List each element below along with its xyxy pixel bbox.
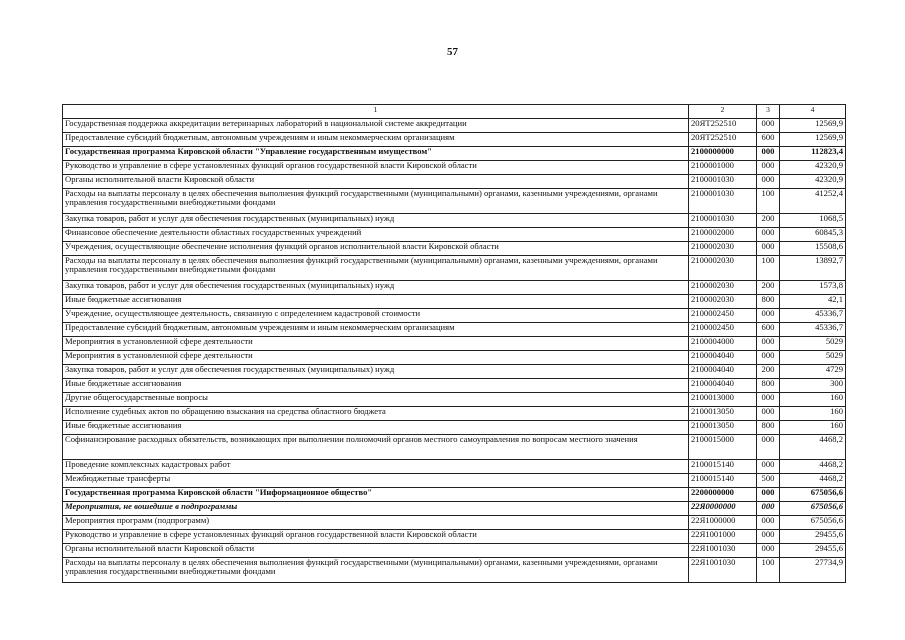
budget-table-body — [63, 105, 846, 583]
row-vr-cell: 200 — [757, 281, 780, 295]
row-code-cell: 2100002450 — [689, 309, 757, 323]
table-row — [63, 147, 846, 161]
row-vr-cell: 000 — [757, 460, 780, 474]
row-name-cell: Расходы на выплаты персоналу в целях обеспечения выполнения функций государственными (муниципальными) органами, казенными учреждениями, органами управления государственными внебюджетными фондами — [63, 558, 689, 583]
row-amount-cell: 1573,8 — [780, 281, 846, 295]
row-amount-cell: 42,1 — [780, 295, 846, 309]
row-amount-cell: 29455,6 — [780, 544, 846, 558]
page-number: 57 — [447, 46, 458, 58]
row-amount-cell: 300 — [780, 379, 846, 393]
row-code-cell: 2100000000 — [689, 147, 757, 161]
row-vr-cell: 800 — [757, 295, 780, 309]
row-amount-cell: 675056,6 — [780, 488, 846, 502]
table-row — [63, 161, 846, 175]
row-code-cell: 2100002000 — [689, 228, 757, 242]
row-name-cell: Иные бюджетные ассигнования — [63, 421, 689, 435]
row-vr-cell: 200 — [757, 365, 780, 379]
row-name-cell: Расходы на выплаты персоналу в целях обеспечения выполнения функций государственными (муниципальными) органами, казенными учреждениями, органами управления государственными внебюджетными фондами — [63, 256, 689, 281]
row-name-cell: Исполнение судебных актов по обращению взыскания на средства областного бюджета — [63, 407, 689, 421]
row-vr-cell: 000 — [757, 175, 780, 189]
row-vr-cell: 800 — [757, 421, 780, 435]
table-row — [63, 435, 846, 460]
row-vr-cell: 000 — [757, 242, 780, 256]
row-name-cell: Мероприятия в установленной сфере деятельности — [63, 351, 689, 365]
row-amount-cell: 160 — [780, 421, 846, 435]
row-code-cell: 2100015140 — [689, 460, 757, 474]
table-row — [63, 379, 846, 393]
row-name-cell: Расходы на выплаты персоналу в целях обеспечения выполнения функций государственными (муниципальными) органами, казенными учреждениями, органами управления государственными внебюджетными фондами — [63, 189, 689, 214]
row-amount-cell: 41252,4 — [780, 189, 846, 214]
row-code-cell: 2100002030 — [689, 295, 757, 309]
row-vr-cell: 000 — [757, 337, 780, 351]
row-amount-cell: 4729 — [780, 365, 846, 379]
row-vr-cell: 000 — [757, 488, 780, 502]
row-amount-cell: 45336,7 — [780, 309, 846, 323]
row-code-cell: 22Я0000000 — [689, 502, 757, 516]
row-amount-cell: 675056,6 — [780, 516, 846, 530]
row-code-cell: 22Я1000000 — [689, 516, 757, 530]
table-row — [63, 502, 846, 516]
row-code-cell: 2100002030 — [689, 256, 757, 281]
table-row — [63, 119, 846, 133]
row-code-cell: 2100013050 — [689, 407, 757, 421]
row-name-cell: Закупка товаров, работ и услуг для обеспечения государственных (муниципальных) нужд — [63, 214, 689, 228]
row-amount-cell: 160 — [780, 393, 846, 407]
row-code-cell: 2100001030 — [689, 214, 757, 228]
row-vr-cell: 000 — [757, 161, 780, 175]
table-row — [63, 393, 846, 407]
row-amount-cell: 12569,9 — [780, 133, 846, 147]
row-code-cell: 2100013000 — [689, 393, 757, 407]
table-row — [63, 407, 846, 421]
table-row — [63, 337, 846, 351]
row-vr-cell: 000 — [757, 516, 780, 530]
row-name-cell: Другие общегосударственные вопросы — [63, 393, 689, 407]
row-name-cell: Финансовое обеспечение деятельности областных государственных учреждений — [63, 228, 689, 242]
row-name-cell: Органы исполнительной власти Кировской области — [63, 544, 689, 558]
table-row — [63, 175, 846, 189]
row-code-cell: 22Я1001000 — [689, 530, 757, 544]
row-vr-cell: 000 — [757, 435, 780, 460]
row-vr-cell: 500 — [757, 474, 780, 488]
row-name-cell: Учреждение, осуществляющее деятельность, связанную с определением кадастровой стоимости — [63, 309, 689, 323]
row-vr-cell: 000 — [757, 393, 780, 407]
table-row — [63, 544, 846, 558]
table-row — [63, 460, 846, 474]
table-row — [63, 558, 846, 583]
budget-table — [62, 104, 846, 583]
row-amount-cell: 42320,9 — [780, 161, 846, 175]
row-name-cell: Руководство и управление в сфере установленных функций органов государственной власти Кировской области — [63, 530, 689, 544]
row-name-cell: Государственная программа Кировской области "Управление государственным имуществом" — [63, 147, 689, 161]
column-header-row — [63, 105, 846, 119]
row-name-cell: Иные бюджетные ассигнования — [63, 295, 689, 309]
table-row — [63, 281, 846, 295]
row-vr-cell: 000 — [757, 119, 780, 133]
row-name-cell: Предоставление субсидий бюджетным, автономным учреждениям и иным некоммерческим организациям — [63, 323, 689, 337]
row-amount-cell: 5029 — [780, 351, 846, 365]
table-row — [63, 242, 846, 256]
row-vr-cell: 000 — [757, 502, 780, 516]
row-vr-cell: 000 — [757, 309, 780, 323]
row-code-cell: 22Я1001030 — [689, 558, 757, 583]
table-row — [63, 488, 846, 502]
row-name-cell: Учреждения, осуществляющие обеспечение исполнения функций органов исполнительной власти Кировской области — [63, 242, 689, 256]
row-vr-cell: 100 — [757, 256, 780, 281]
row-amount-cell: 13892,7 — [780, 256, 846, 281]
row-code-cell: 22Я1001030 — [689, 544, 757, 558]
row-code-cell: 2200000000 — [689, 488, 757, 502]
column-header-code: 2 — [689, 105, 757, 119]
row-amount-cell: 42320,9 — [780, 175, 846, 189]
row-name-cell: Закупка товаров, работ и услуг для обеспечения государственных (муниципальных) нужд — [63, 281, 689, 295]
row-amount-cell: 12569,9 — [780, 119, 846, 133]
row-code-cell: 20ЯТ252510 — [689, 133, 757, 147]
row-name-cell: Органы исполнительной власти Кировской области — [63, 175, 689, 189]
table-row — [63, 516, 846, 530]
row-code-cell: 2100002030 — [689, 281, 757, 295]
row-code-cell: 2100001030 — [689, 175, 757, 189]
row-vr-cell: 000 — [757, 530, 780, 544]
column-header-vr: 3 — [757, 105, 780, 119]
row-name-cell: Закупка товаров, работ и услуг для обеспечения государственных (муниципальных) нужд — [63, 365, 689, 379]
row-amount-cell: 160 — [780, 407, 846, 421]
row-amount-cell: 112823,4 — [780, 147, 846, 161]
row-vr-cell: 000 — [757, 147, 780, 161]
table-row — [63, 214, 846, 228]
table-row — [63, 530, 846, 544]
row-amount-cell: 4468,2 — [780, 474, 846, 488]
column-header-name: 1 — [63, 105, 689, 119]
row-amount-cell: 27734,9 — [780, 558, 846, 583]
row-vr-cell: 000 — [757, 407, 780, 421]
row-amount-cell: 45336,7 — [780, 323, 846, 337]
row-vr-cell: 800 — [757, 379, 780, 393]
row-name-cell: Мероприятия программ (подпрограмм) — [63, 516, 689, 530]
row-code-cell: 2100004040 — [689, 379, 757, 393]
row-vr-cell: 000 — [757, 544, 780, 558]
row-vr-cell: 000 — [757, 228, 780, 242]
row-vr-cell: 000 — [757, 351, 780, 365]
row-code-cell: 2100001000 — [689, 161, 757, 175]
row-code-cell: 2100004040 — [689, 351, 757, 365]
table-row — [63, 309, 846, 323]
row-amount-cell: 5029 — [780, 337, 846, 351]
table-row — [63, 365, 846, 379]
row-vr-cell: 600 — [757, 323, 780, 337]
row-amount-cell: 15508,6 — [780, 242, 846, 256]
row-code-cell: 2100001030 — [689, 189, 757, 214]
row-amount-cell: 4468,2 — [780, 460, 846, 474]
row-vr-cell: 100 — [757, 558, 780, 583]
row-code-cell: 2100004000 — [689, 337, 757, 351]
row-code-cell: 2100013050 — [689, 421, 757, 435]
row-amount-cell: 29455,6 — [780, 530, 846, 544]
row-name-cell: Межбюджетные трансферты — [63, 474, 689, 488]
table-row — [63, 228, 846, 242]
row-vr-cell: 200 — [757, 214, 780, 228]
row-name-cell: Мероприятия в установленной сфере деятельности — [63, 337, 689, 351]
row-name-cell: Государственная программа Кировской области "Информационное общество" — [63, 488, 689, 502]
row-name-cell: Предоставление субсидий бюджетным, автономным учреждениям и иным некоммерческим организациям — [63, 133, 689, 147]
row-amount-cell: 60845,3 — [780, 228, 846, 242]
row-vr-cell: 100 — [757, 189, 780, 214]
table-row — [63, 421, 846, 435]
row-name-cell: Иные бюджетные ассигнования — [63, 379, 689, 393]
row-code-cell: 2100015000 — [689, 435, 757, 460]
row-name-cell: Мероприятия, не вошедшие в подпрограммы — [63, 502, 689, 516]
table-row — [63, 295, 846, 309]
row-name-cell: Руководство и управление в сфере установленных функций органов государственной власти Кировской области — [63, 161, 689, 175]
row-code-cell: 20ЯТ252510 — [689, 119, 757, 133]
table-row — [63, 189, 846, 214]
column-header-amount: 4 — [780, 105, 846, 119]
table-row — [63, 474, 846, 488]
row-name-cell: Софинансирование расходных обязательств, возникающих при выполнении полномочий органов местного самоуправления по вопросам местного значения — [63, 435, 689, 460]
table-row — [63, 133, 846, 147]
row-code-cell: 2100002030 — [689, 242, 757, 256]
row-amount-cell: 1068,5 — [780, 214, 846, 228]
row-amount-cell: 4468,2 — [780, 435, 846, 460]
row-amount-cell: 675056,6 — [780, 502, 846, 516]
row-code-cell: 2100002450 — [689, 323, 757, 337]
row-name-cell: Государственная поддержка аккредитации ветеринарных лабораторий в национальной системе аккредитации — [63, 119, 689, 133]
row-name-cell: Проведение комплексных кадастровых работ — [63, 460, 689, 474]
table-row — [63, 351, 846, 365]
row-code-cell: 2100015140 — [689, 474, 757, 488]
row-vr-cell: 600 — [757, 133, 780, 147]
row-code-cell: 2100004040 — [689, 365, 757, 379]
table-row — [63, 323, 846, 337]
table-row — [63, 256, 846, 281]
